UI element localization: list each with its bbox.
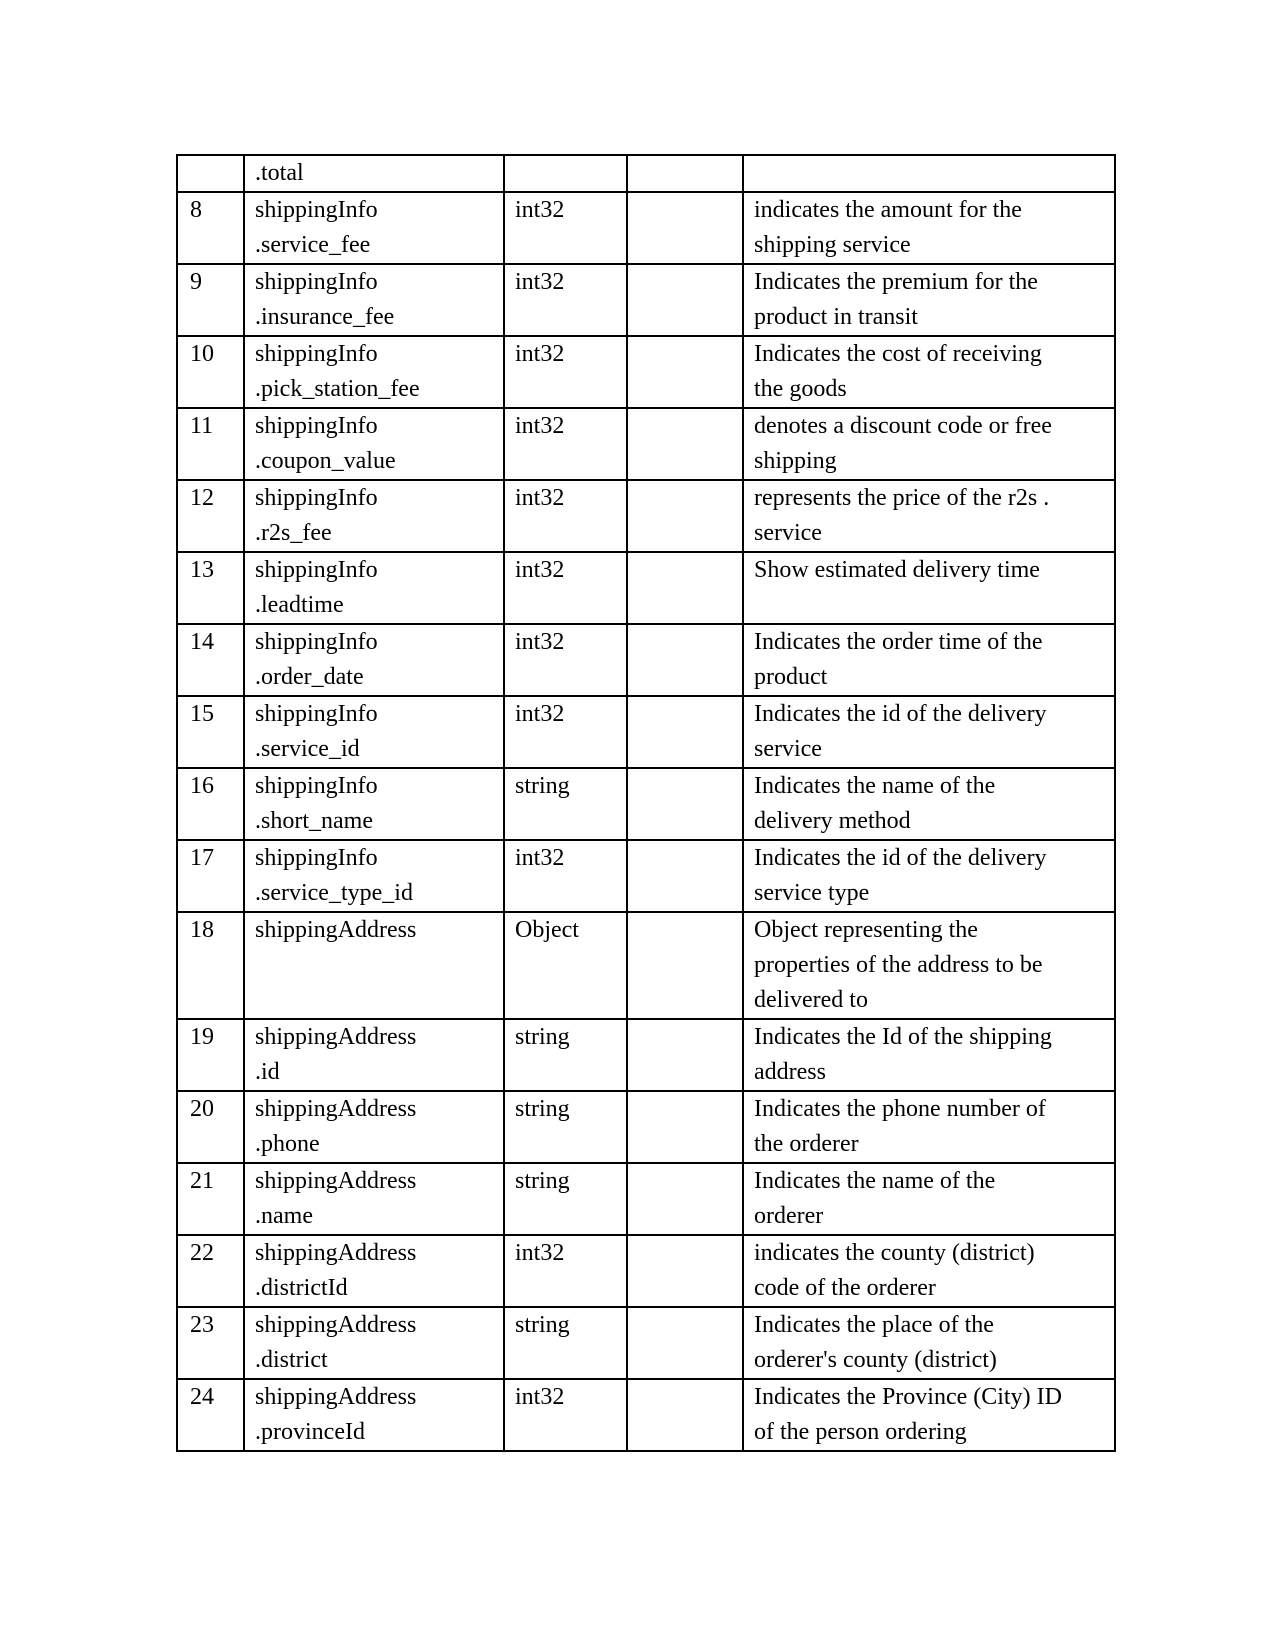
row-number-cell: 8 (177, 192, 244, 264)
description-line: indicates the county (district) (754, 1240, 1035, 1266)
description-cell (743, 696, 1115, 768)
field-name-line: shippingAddress (255, 1096, 417, 1122)
empty-cell (627, 480, 743, 552)
table-row (177, 1091, 1115, 1163)
row-number-cell: 20 (177, 1091, 244, 1163)
field-name-cell (244, 1379, 504, 1451)
description-cell (743, 264, 1115, 336)
row-number-cell: 13 (177, 552, 244, 624)
description-cell (743, 768, 1115, 840)
field-name-line: shippingAddress (255, 1240, 417, 1266)
empty-cell (627, 155, 743, 192)
description-line: Indicates the name of the (754, 1168, 996, 1194)
field-type-cell: int32 (504, 264, 627, 336)
empty-cell (627, 1235, 743, 1307)
table-row (177, 155, 1115, 192)
field-name-cell (244, 336, 504, 408)
description-line: product (754, 664, 828, 690)
row-number-cell: 15 (177, 696, 244, 768)
table-row (177, 1235, 1115, 1307)
description-cell (743, 624, 1115, 696)
field-name-line: shippingInfo (255, 629, 378, 655)
field-name-cell (244, 768, 504, 840)
empty-cell (627, 1379, 743, 1451)
field-name-line: .leadtime (255, 592, 344, 618)
table-row (177, 1379, 1115, 1451)
row-number-cell: 17 (177, 840, 244, 912)
field-name-line: .district (255, 1347, 328, 1373)
field-type-cell (504, 155, 627, 192)
table-row (177, 912, 1115, 1019)
field-name-line: .districtId (255, 1275, 348, 1301)
field-type-cell: int32 (504, 624, 627, 696)
field-name-cell (244, 192, 504, 264)
field-type-cell: int32 (504, 1235, 627, 1307)
field-name-line: shippingInfo (255, 197, 378, 223)
table-row (177, 840, 1115, 912)
field-name-line: .service_id (255, 736, 360, 762)
empty-cell (627, 264, 743, 336)
description-line: delivered to (754, 987, 868, 1013)
field-name-line: shippingInfo (255, 269, 378, 295)
field-name-line: shippingInfo (255, 413, 378, 439)
field-name-cell (244, 155, 504, 192)
description-cell (743, 912, 1115, 1019)
field-name-cell (244, 696, 504, 768)
empty-cell (627, 552, 743, 624)
description-cell (743, 1235, 1115, 1307)
row-number-cell: 21 (177, 1163, 244, 1235)
empty-cell (627, 768, 743, 840)
description-cell (743, 552, 1115, 624)
field-type-cell: string (504, 1019, 627, 1091)
field-type-cell: int32 (504, 840, 627, 912)
table-row (177, 480, 1115, 552)
empty-cell (627, 192, 743, 264)
description-cell (743, 1307, 1115, 1379)
field-name-line: .short_name (255, 808, 373, 834)
description-line: the orderer (754, 1131, 859, 1157)
table-row (177, 1307, 1115, 1379)
field-name-line: .coupon_value (255, 448, 396, 474)
row-number-cell: 19 (177, 1019, 244, 1091)
field-type-cell: string (504, 1091, 627, 1163)
description-line: service (754, 520, 822, 546)
row-number-cell (177, 155, 244, 192)
description-line: shipping service (754, 232, 911, 258)
description-line: code of the orderer (754, 1275, 936, 1301)
empty-cell (627, 912, 743, 1019)
description-line: Indicates the order time of the (754, 629, 1043, 655)
row-number-cell: 12 (177, 480, 244, 552)
field-name-line: shippingInfo (255, 341, 378, 367)
description-line: address (754, 1059, 826, 1085)
description-cell (743, 408, 1115, 480)
empty-cell (627, 1163, 743, 1235)
description-line: properties of the address to be (754, 952, 1043, 978)
row-number-cell: 14 (177, 624, 244, 696)
field-type-cell: int32 (504, 696, 627, 768)
description-line: service (754, 736, 822, 762)
description-line: Object representing the (754, 917, 978, 943)
description-line: Indicates the id of the delivery (754, 845, 1047, 871)
field-name-line: shippingInfo (255, 557, 378, 583)
description-cell (743, 1163, 1115, 1235)
description-line: denotes a discount code or free (754, 413, 1052, 439)
description-line: Indicates the phone number of (754, 1096, 1046, 1122)
description-line: Indicates the Id of the shipping (754, 1024, 1052, 1050)
table-row (177, 192, 1115, 264)
field-name-line: .service_fee (255, 232, 371, 258)
field-name-line: .pick_station_fee (255, 376, 420, 402)
field-type-cell: int32 (504, 480, 627, 552)
field-name-line: shippingInfo (255, 845, 378, 871)
field-name-line: .phone (255, 1131, 320, 1157)
field-name-line: .order_date (255, 664, 364, 690)
field-name-cell (244, 480, 504, 552)
field-spec-table (176, 154, 1116, 1452)
description-cell (743, 1091, 1115, 1163)
table-row (177, 1163, 1115, 1235)
field-name-line: shippingAddress (255, 1168, 417, 1194)
field-type-cell: int32 (504, 1379, 627, 1451)
description-line: Indicates the id of the delivery (754, 701, 1047, 727)
table-row (177, 768, 1115, 840)
description-cell (743, 480, 1115, 552)
field-type-cell: string (504, 1163, 627, 1235)
row-number-cell: 16 (177, 768, 244, 840)
description-line: Indicates the premium for the (754, 269, 1038, 295)
empty-cell (627, 624, 743, 696)
field-name-line: shippingInfo (255, 701, 378, 727)
field-name-cell (244, 552, 504, 624)
field-name-line: .service_type_id (255, 880, 413, 906)
description-cell (743, 1019, 1115, 1091)
description-cell (743, 1379, 1115, 1451)
row-number-cell: 18 (177, 912, 244, 1019)
table-row (177, 336, 1115, 408)
field-type-cell: int32 (504, 192, 627, 264)
field-type-cell: string (504, 768, 627, 840)
field-name-line: shippingAddress (255, 1312, 417, 1338)
field-type-cell: int32 (504, 552, 627, 624)
description-line: Indicates the Province (City) ID (754, 1384, 1062, 1410)
table-row (177, 264, 1115, 336)
field-name-line: .name (255, 1203, 313, 1229)
description-cell (743, 336, 1115, 408)
field-type-cell: int32 (504, 408, 627, 480)
row-number-cell: 22 (177, 1235, 244, 1307)
field-name-line: .id (255, 1059, 280, 1085)
description-cell (743, 840, 1115, 912)
table-row (177, 408, 1115, 480)
field-name-cell (244, 624, 504, 696)
field-name-line: .r2s_fee (255, 520, 332, 546)
description-line: Show estimated delivery time (754, 557, 1040, 583)
description-line: of the person ordering (754, 1419, 967, 1445)
field-name-line: .total (255, 160, 304, 186)
row-number-cell: 23 (177, 1307, 244, 1379)
row-number-cell: 24 (177, 1379, 244, 1451)
field-name-cell (244, 264, 504, 336)
field-spec-table-body (177, 155, 1115, 1451)
empty-cell (627, 1307, 743, 1379)
description-line: shipping (754, 448, 837, 474)
field-name-cell (244, 1019, 504, 1091)
field-type-cell: int32 (504, 336, 627, 408)
empty-cell (627, 840, 743, 912)
row-number-cell: 11 (177, 408, 244, 480)
field-name-cell (244, 1307, 504, 1379)
description-line: Indicates the place of the (754, 1312, 994, 1338)
description-line: Indicates the cost of receiving (754, 341, 1042, 367)
empty-cell (627, 336, 743, 408)
table-row (177, 552, 1115, 624)
field-type-cell: Object (504, 912, 627, 1019)
description-cell (743, 192, 1115, 264)
field-name-cell (244, 1163, 504, 1235)
field-name-line: shippingAddress (255, 1024, 417, 1050)
description-line: product in transit (754, 304, 918, 330)
table-row (177, 624, 1115, 696)
description-line: orderer's county (district) (754, 1347, 997, 1373)
field-name-line: shippingInfo (255, 485, 378, 511)
field-name-line: .insurance_fee (255, 304, 395, 330)
field-name-cell (244, 912, 504, 1019)
description-line: the goods (754, 376, 847, 402)
description-line: orderer (754, 1203, 824, 1229)
empty-cell (627, 1019, 743, 1091)
field-type-cell: string (504, 1307, 627, 1379)
field-name-cell (244, 1091, 504, 1163)
description-cell (743, 155, 1115, 192)
table-row (177, 696, 1115, 768)
field-name-line: shippingInfo (255, 773, 378, 799)
row-number-cell: 10 (177, 336, 244, 408)
empty-cell (627, 1091, 743, 1163)
description-line: represents the price of the r2s . (754, 485, 1050, 511)
field-name-line: .provinceId (255, 1419, 365, 1445)
description-line: delivery method (754, 808, 911, 834)
empty-cell (627, 696, 743, 768)
table-row (177, 1019, 1115, 1091)
field-name-cell (244, 840, 504, 912)
description-line: Indicates the name of the (754, 773, 996, 799)
row-number-cell: 9 (177, 264, 244, 336)
field-name-cell (244, 1235, 504, 1307)
description-line: indicates the amount for the (754, 197, 1022, 223)
empty-cell (627, 408, 743, 480)
field-name-cell (244, 408, 504, 480)
field-name-line: shippingAddress (255, 917, 417, 943)
description-line: service type (754, 880, 870, 906)
field-name-line: shippingAddress (255, 1384, 417, 1410)
